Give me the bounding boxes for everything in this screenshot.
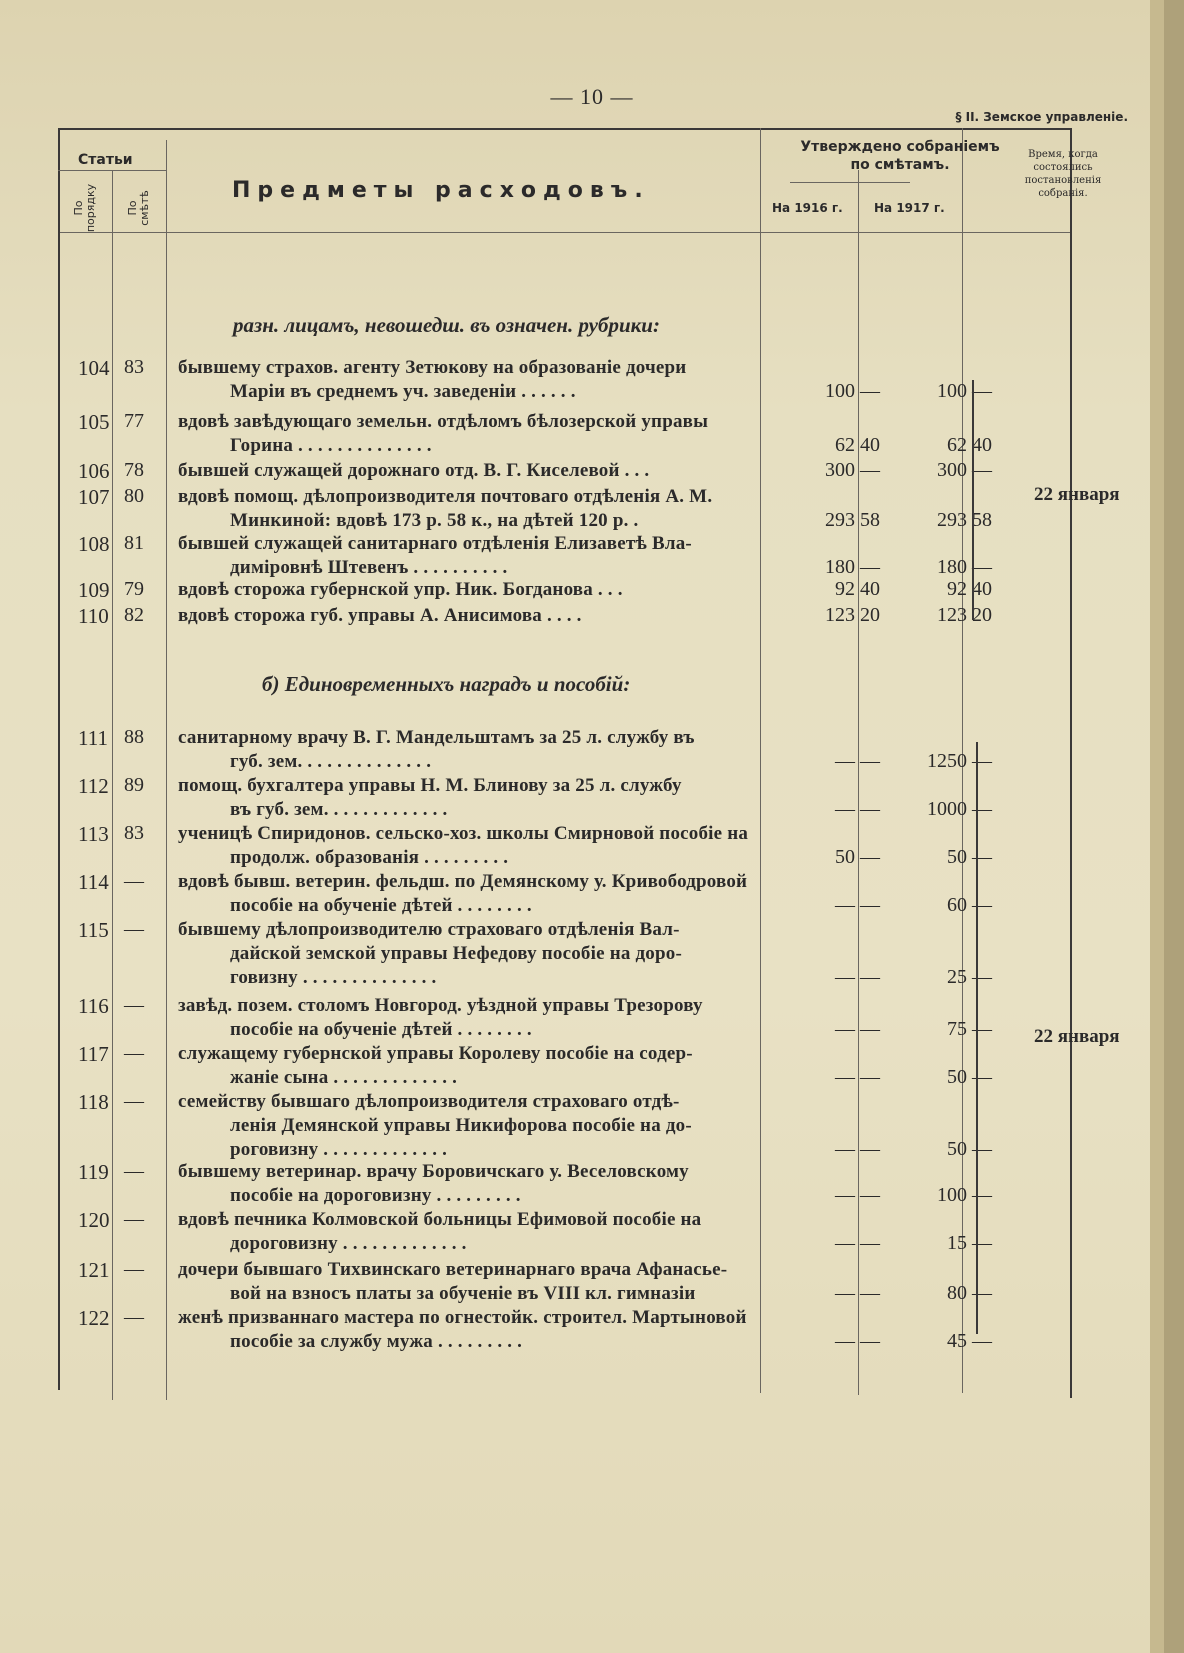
row-number: 114	[78, 870, 109, 894]
value-1917: 15 —	[947, 1232, 992, 1254]
row-number: 104	[78, 356, 110, 380]
value-1917: 1250 —	[927, 750, 992, 772]
value-1917: 80 —	[947, 1282, 992, 1304]
approved-underline	[790, 182, 910, 183]
row-estimate-number: —	[124, 1090, 144, 1112]
row-description-line: пособіе на обученіе дѣтей . . . . . . . .	[230, 1019, 532, 1040]
value-1916: — —	[835, 750, 880, 772]
value-1917: 60 —	[947, 894, 992, 916]
row-estimate-number: —	[124, 994, 144, 1016]
row-description-line: пособіе за службу мужа . . . . . . . . .	[230, 1331, 523, 1352]
row-estimate-number: 79	[124, 578, 144, 600]
section-title: § II. Земское управленіе.	[955, 110, 1128, 124]
value-1916: 300 —	[825, 459, 880, 481]
value-1916: 123 20	[825, 604, 880, 626]
value-1916: 92 40	[835, 578, 880, 600]
value-1917: 25 —	[947, 966, 992, 988]
value-1916: — —	[835, 1184, 880, 1206]
row-estimate-number: —	[124, 1208, 144, 1230]
row-description	[178, 1160, 756, 1208]
row-number: 117	[78, 1042, 109, 1066]
row-description	[178, 532, 756, 580]
table-top-rule	[58, 128, 1072, 130]
col-rule-2	[166, 140, 167, 1400]
section-a-heading: разн. лицамъ, невошедш. въ означен. рубрики:	[233, 313, 660, 337]
value-1916: — —	[835, 1232, 880, 1254]
row-number: 110	[78, 604, 109, 628]
row-description-line: пособіе на обученіе дѣтей . . . . . . . .	[230, 895, 532, 916]
value-1917: 180 —	[937, 556, 992, 578]
row-estimate-number: 88	[124, 726, 144, 748]
row-number: 119	[78, 1160, 109, 1184]
value-1917: 293 58	[937, 509, 992, 531]
value-1916: 293 58	[825, 509, 880, 531]
value-1916: — —	[835, 1330, 880, 1352]
row-description	[178, 822, 756, 870]
row-description-line: Горина . . . . . . . . . . . . . .	[230, 435, 432, 456]
row-description-line: завѣд. позем. столомъ Новгород. уѣздной управы Трезорову	[178, 995, 703, 1016]
row-estimate-number: —	[124, 1042, 144, 1064]
row-description-line: дочери бывшаго Тихвинскаго ветеринарнаго врача Афанасье-	[178, 1259, 728, 1280]
row-number: 108	[78, 532, 110, 556]
row-estimate-number: 83	[124, 822, 144, 844]
row-description-line: говизну . . . . . . . . . . . . . .	[230, 967, 437, 988]
row-description-line: дороговизну . . . . . . . . . . . . .	[230, 1233, 467, 1254]
page-edge-shadow	[1164, 0, 1184, 1653]
value-1917: 1000 —	[927, 798, 992, 820]
value-1917: 100 —	[937, 380, 992, 402]
row-number: 121	[78, 1258, 110, 1282]
row-description-line: пособіе на дороговизну . . . . . . . . .	[230, 1185, 521, 1206]
row-description-line: вдовѣ сторожа губ. управы А. Анисимова . . . .	[178, 605, 582, 626]
row-estimate-number: —	[124, 870, 144, 892]
table-left-rule	[58, 128, 60, 1390]
row-number: 106	[78, 459, 110, 483]
row-number: 105	[78, 410, 110, 434]
value-1916: — —	[835, 1138, 880, 1160]
date-bracket-b	[976, 742, 978, 1334]
col-rule-3	[760, 128, 761, 1393]
row-description-line: Минкиной: вдовѣ 173 р. 58 к., на дѣтей 120 р. .	[230, 510, 639, 531]
row-number: 116	[78, 994, 109, 1018]
value-1917: 50 —	[947, 1066, 992, 1088]
row-estimate-number: —	[124, 918, 144, 940]
row-description-line: вой на взносъ платы за обученіе въ VIII кл. гимназіи	[230, 1283, 696, 1304]
value-1916: — —	[835, 798, 880, 820]
value-1916: 100 —	[825, 380, 880, 402]
row-description	[178, 578, 756, 602]
row-estimate-number: 89	[124, 774, 144, 796]
row-description-line: продолж. образованія . . . . . . . . .	[230, 847, 509, 868]
row-number: 113	[78, 822, 109, 846]
row-description-line: вдовѣ завѣдующаго земельн. отдѣломъ бѣлозерской управы	[178, 411, 709, 432]
row-description-line: вдовѣ помощ. дѣлопроизводителя почтоваго отдѣленія А. М.	[178, 486, 713, 507]
page-number: — 10 —	[550, 84, 634, 109]
value-1916: — —	[835, 894, 880, 916]
row-description	[178, 1042, 756, 1090]
row-number: 111	[78, 726, 108, 750]
row-description	[178, 870, 756, 918]
row-estimate-number: 83	[124, 356, 144, 378]
row-estimate-number: 82	[124, 604, 144, 626]
table-right-rule	[1070, 128, 1072, 1398]
date-a: 22 января	[1034, 484, 1120, 505]
row-description-line: губ. зем. . . . . . . . . . . . . .	[230, 751, 432, 772]
row-description-line: бывшему дѣлопроизводителю страховаго отдѣленія Вал-	[178, 919, 680, 940]
row-description-line: ученицѣ Спиридонов. сельско-хоз. школы Смирновой пособіе на	[178, 823, 749, 844]
row-number: 107	[78, 485, 110, 509]
value-1917: 45 —	[947, 1330, 992, 1352]
row-estimate-number: —	[124, 1306, 144, 1328]
row-description-line: бывшему страхов. агенту Зетюкову на образованіе дочери	[178, 357, 687, 378]
col-rule-4	[858, 170, 859, 1395]
row-description	[178, 604, 756, 628]
row-description-line: бывшей служащей санитарнаго отдѣленія Елизаветѣ Вла-	[178, 533, 692, 554]
row-description	[178, 1306, 756, 1354]
header-bottom-rule	[58, 232, 1072, 233]
value-1916: 62 40	[835, 434, 880, 456]
row-description-line: жаніе сына . . . . . . . . . . . . .	[230, 1067, 458, 1088]
value-1917: 62 40	[947, 434, 992, 456]
row-description-line: санитарному врачу В. Г. Мандельштамъ за 25 л. службу въ	[178, 727, 695, 748]
header-po-smete: По смѣтѣ	[126, 190, 151, 226]
header-stati: Статьи	[78, 152, 133, 168]
row-description	[178, 774, 756, 822]
row-description	[178, 356, 756, 404]
value-1917: 50 —	[947, 846, 992, 868]
row-description	[178, 726, 756, 774]
row-description	[178, 485, 756, 533]
section-b-heading: б) Единовременныхъ наградъ и пособій:	[262, 672, 631, 696]
row-description-line: вдовѣ печника Колмовской больницы Ефимовой пособіе на	[178, 1209, 702, 1230]
value-1916: 180 —	[825, 556, 880, 578]
row-description-line: Маріи въ среднемъ уч. заведеніи . . . . . .	[230, 381, 576, 402]
row-description-line: бывшей служащей дорожнаго отд. В. Г. Киселевой . . .	[178, 460, 650, 481]
value-1916: — —	[835, 966, 880, 988]
row-description	[178, 410, 756, 458]
row-estimate-number: 78	[124, 459, 144, 481]
header-po-poryadku: По порядку	[72, 183, 97, 233]
row-description-line: ленія Демянской управы Никифорова пособіе на до-	[230, 1115, 692, 1136]
header-1917: На 1917 г.	[874, 201, 945, 215]
row-description	[178, 1258, 756, 1306]
row-number: 120	[78, 1208, 110, 1232]
value-1917: 92 40	[947, 578, 992, 600]
stati-underline	[58, 170, 166, 171]
header-predmety: Предметы расходовъ.	[232, 178, 650, 203]
value-1917: 75 —	[947, 1018, 992, 1040]
row-estimate-number: —	[124, 1258, 144, 1280]
row-description-line: женѣ призваннаго мастера по огнестойк. строител. Мартыновой	[178, 1307, 747, 1328]
value-1916: — —	[835, 1282, 880, 1304]
row-number: 118	[78, 1090, 109, 1114]
value-1916: — —	[835, 1066, 880, 1088]
row-description-line: бывшему ветеринар. врачу Боровичскаго у. Веселовскому	[178, 1161, 689, 1182]
value-1917: 123 20	[937, 604, 992, 626]
row-description	[178, 459, 756, 483]
row-number: 115	[78, 918, 109, 942]
header-1916: На 1916 г.	[772, 201, 843, 215]
value-1917: 300 —	[937, 459, 992, 481]
header-approved: Утверждено собраніемъ по смѣтамъ.	[800, 139, 1000, 173]
row-estimate-number: 77	[124, 410, 144, 432]
header-vremya: Время, когда состоялись постановленія собранія.	[1024, 149, 1102, 199]
row-description-line: диміровнѣ Штевенъ . . . . . . . . . .	[230, 557, 508, 578]
value-1917: 100 —	[937, 1184, 992, 1206]
value-1916: 50 —	[835, 846, 880, 868]
row-number: 122	[78, 1306, 110, 1330]
row-estimate-number: 81	[124, 532, 144, 554]
row-number: 112	[78, 774, 109, 798]
row-description-line: вдовѣ бывш. ветерин. фельдш. по Демянскому у. Кривободровой	[178, 871, 748, 892]
value-1916: — —	[835, 1018, 880, 1040]
date-b: 22 января	[1034, 1026, 1120, 1047]
date-bracket-a	[972, 380, 974, 620]
row-description-line: дайской земской управы Нефедову пособіе на доро-	[230, 943, 682, 964]
row-description	[178, 1208, 756, 1256]
value-1917: 50 —	[947, 1138, 992, 1160]
row-description	[178, 994, 756, 1042]
row-estimate-number: —	[124, 1160, 144, 1182]
row-number: 109	[78, 578, 110, 602]
row-description-line: въ губ. зем. . . . . . . . . . . . .	[230, 799, 448, 820]
row-description-line: служащему губернской управы Королеву пособіе на содер-	[178, 1043, 693, 1064]
row-description	[178, 918, 756, 990]
row-estimate-number: 80	[124, 485, 144, 507]
row-description	[178, 1090, 756, 1162]
row-description-line: семейству бывшаго дѣлопроизводителя страховаго отдѣ-	[178, 1091, 680, 1112]
row-description-line: роговизну . . . . . . . . . . . . .	[230, 1139, 448, 1160]
row-description-line: вдовѣ сторожа губернской упр. Ник. Богданова . . .	[178, 579, 623, 600]
row-description-line: помощ. бухгалтера управы Н. М. Блинову за 25 л. службу	[178, 775, 682, 796]
